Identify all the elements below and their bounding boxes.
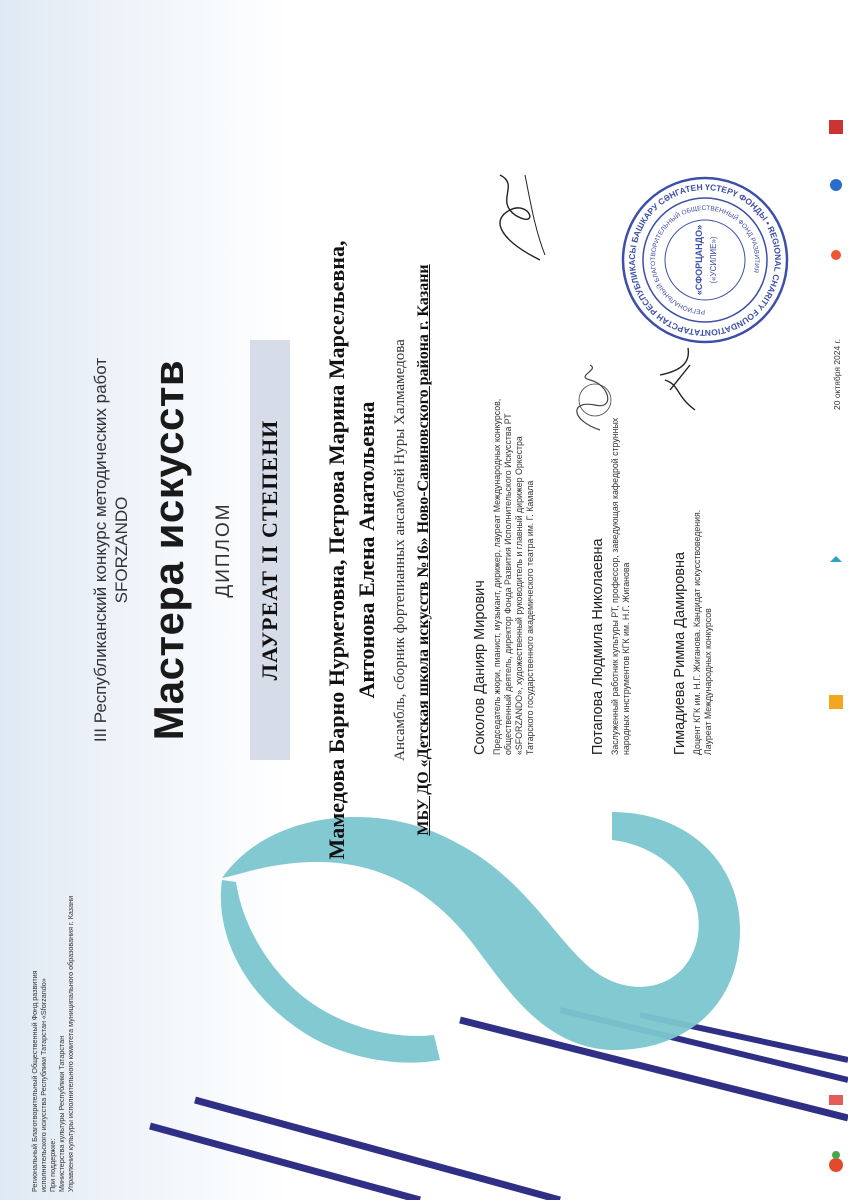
seal-outer-text: ТАТАРСТАН РЕСПУБЛИКАСЫ БАШКАРУ СӘНГАТЕН ҮСТЕРҮ ФОНДЫ • REGIONAL CHARITY FOUNDATION — [626, 181, 784, 339]
jury-desc-line: Татарского государственного академического театра им. Г. Камала — [525, 480, 535, 755]
contest-line1: III Республиканский конкурс методических работ — [91, 357, 110, 743]
svg-text:РЕГИОНАЛЬНЫЙ БЛАГОТВОРИТЕЛЬНЫЙ — [650, 205, 760, 315]
jury-name: Соколов Данияр Мирович — [472, 580, 488, 755]
diploma-label: ДИПЛОМ — [213, 502, 234, 598]
seal-center-2: («УСИЛИЕ») — [709, 236, 718, 284]
jury-desc-line: общественный деятель, директор Фонда Развития Исполнительского Искусства РТ — [503, 413, 513, 755]
signature-1 — [480, 170, 560, 270]
jury-desc-line: Лауреат Международных конкурсов — [703, 608, 713, 755]
signature-3 — [650, 340, 720, 420]
signature-2 — [560, 360, 630, 440]
recipients-line2: Антонова Елена Анатольевна — [354, 401, 379, 699]
jury-desc-line: Председатель жюри, пианист, музыкант, дирижер, лауреат Международных конкурсов, — [492, 398, 502, 755]
sponsor-support-line1: Министерства культуры Республики Татарстан — [57, 1035, 66, 1192]
recipients — [322, 50, 382, 1050]
recipients-line1: Мамедова Барно Нурметовна, Петрова Марина Марсельевна, — [324, 240, 349, 860]
award-badge: ЛАУРЕАТ II СТЕПЕНИ — [250, 340, 290, 760]
jury-name: Потапова Людмила Николаевна — [590, 538, 606, 755]
sponsor-support-label: При поддержке: — [48, 1138, 57, 1192]
sponsor-support-line2: Управления культуры исполнительного комитета муниципального образования г. Казани — [66, 895, 75, 1192]
work-title: Ансамбль, сборник фортепианных ансамблей Нуры Халмамедова — [392, 339, 408, 761]
page-title: Мастера искусств — [145, 359, 192, 741]
contest-line2: SFORZANDO — [112, 496, 131, 604]
sponsor-org-line1: Региональный Благотворительный Общественный Фонд развития — [30, 970, 39, 1192]
school-name: МБУ ДО «Детская школа искусств №16» Ново-Савиновского района г. Казани — [415, 264, 432, 836]
jury-name: Гимадиева Римма Дамировна — [672, 551, 688, 755]
jury-desc-line: народных инструментов КГК им. Н.Г. Жиганова — [621, 562, 631, 755]
seal-center-1: «СФОРЦАНДО» — [694, 224, 704, 296]
contest-heading — [90, 50, 132, 1050]
jury-desc-line: Доцент КГК им. Н.Г. Жиганова. Кандидат искусствоведения. — [692, 509, 702, 755]
sponsor-block — [30, 672, 75, 1192]
jury-desc-line: Заслуженный работник культуры РТ, профессор, заведующая кафедрой струнных — [610, 417, 620, 755]
issue-date: 20 октября 2024 г. — [832, 338, 842, 410]
seal-inner-text: РЕГИОНАЛЬНЫЙ БЛАГОТВОРИТЕЛЬНЫЙ ОБЩЕСТВЕННЫЙ ФОНД РАЗВИТИЯ — [649, 204, 761, 316]
official-seal — [620, 175, 790, 345]
jury-description — [492, 195, 536, 755]
sponsor-org-line2: исполнительского искусства Республики Татарстан «Sforzando» — [39, 978, 48, 1192]
jury-desc-line: «SFORZANDO», художественный руководитель и главный дирижер Оркестра — [514, 436, 524, 755]
